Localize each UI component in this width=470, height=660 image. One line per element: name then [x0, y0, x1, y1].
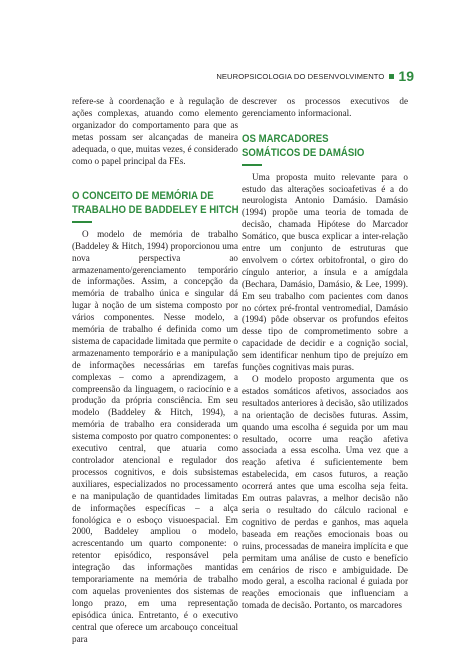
section-heading-damasio: [242, 132, 408, 160]
right-column: [242, 96, 408, 612]
heading-rule: [242, 164, 262, 165]
section-heading-line-1: O CONCEITO DE MEMÓRIA DE: [72, 190, 214, 202]
page-number: 19: [398, 68, 414, 84]
heading-rule: [72, 221, 92, 222]
left-section-paragraph: O modelo de memória de trabalho (Baddeley & Hitch, 1994) proporcionou uma nova perspectiva ao armazenamento/gerenciamento temporário de informações. Assim, a concepção da memória de trabalho única e singular dá lugar à noção de um sistema composto por vários componentes. Nesse modelo, a memória de trabalho é definida como um sistema de capacidade limitada que permite o armazenamento temporário e a manipulação de informações necessárias em tarefas complexas – como a aprendizagem, a compreensão da linguagem, o raciocínio e a produção da própria consciência. Em seu modelo (Baddeley & Hitch, 1994), a memória de trabalho era considerada um sistema composto por quatro componentes: o executivo central, que atuaria como controlador atencional e regulador dos processos cognitivos, e dois subsistemas auxiliares, especializados no processamento e na manipulação de quantidades limitadas de informações específicas – a alça fonológica e o esboço visuoespacial. Em 2000, Baddeley ampliou o modelo, acrescentando um quarto componente: o retentor episódico, responsável pela integração das informações mantidas temporariamente na memória de trabalho com aquelas provenientes dos sistemas de longo prazo, em uma representação episódica única. Entretanto, é o executivo central que oferece um arcabouço conceitual para: [72, 228, 238, 644]
section-heading-line-2: SOMÁTICOS DE DAMÁSIO: [242, 147, 365, 160]
section-heading-line-1: OS MARCADORES: [242, 132, 329, 145]
right-intro-paragraph: descrever os processos executivos de gerenciamento informacional.: [242, 96, 408, 118]
section-heading-line-2: TRABALHO DE BADDELEY E HITCH: [72, 204, 239, 217]
left-column: [72, 96, 238, 646]
right-paragraph-1: Uma proposta muito relevante para o estudo das alterações socioafetivas é a do neurologista Antonio Damásio. Damásio (1994) propõe uma teoria de tomada de decisão, chamada Hipótese do Marcador Somático, que busca explicar a inter-relação entre um conjunto de estruturas que envolvem o córtex orbitofrontal, o giro do cíngulo anterior, a ínsula e a amígdala (Bechara, Damásio, Damásio, & Lee, 1999). Em seu trabalho com pacientes com danos no córtex pré-frontal ventromedial, Damásio (1994) pôde observar os profundos efeitos desse tipo de comprometimento sobre a capacidade de decidir e a cognição social, sem identificar nenhum tipo de prejuízo em funções cognitivas mais puras.: [242, 171, 408, 373]
running-header: [216, 68, 414, 84]
right-paragraph-2: O modelo proposto argumenta que os estados somáticos afetivos, associados aos resultados anteriores à decisão, são utilizados na orientação de decisões futuras. Assim, quando uma escolha é seguida por um mau resultado, ocorre uma reação afetiva associada a essa escolha. Uma vez que a reação afetiva é suficientemente bem estabelecida, em casos futuros, a reação ocorrerá antes que uma escolha seja feita. Em outras palavras, a melhor decisão não seria o resultado do cálculo racional e cognitivo de perdas e ganhos, mas aquela baseada em reações emocionais boas ou ruins, processadas de maneira implícita e que permitam uma análise de custo e benefício em cenários de risco e ambiguidade. De modo geral, a escolha racional é guiada por reações emocionais que influenciam a tomada de decisão. Portanto, os marcadores: [242, 374, 408, 611]
left-intro-paragraph: refere-se à coordenação e à regulação de ações complexas, atuando como elemento organizador do comportamento para que as metas possam ser alcançadas de maneira adequada, o que, muitas vezes, é considerado como o papel principal da FEs.: [72, 96, 238, 166]
section-heading-baddeley: [72, 189, 238, 217]
header-square-icon: [389, 74, 394, 79]
running-title: NEUROPSICOLOGIA DO DESENVOLVIMENTO: [216, 71, 385, 81]
